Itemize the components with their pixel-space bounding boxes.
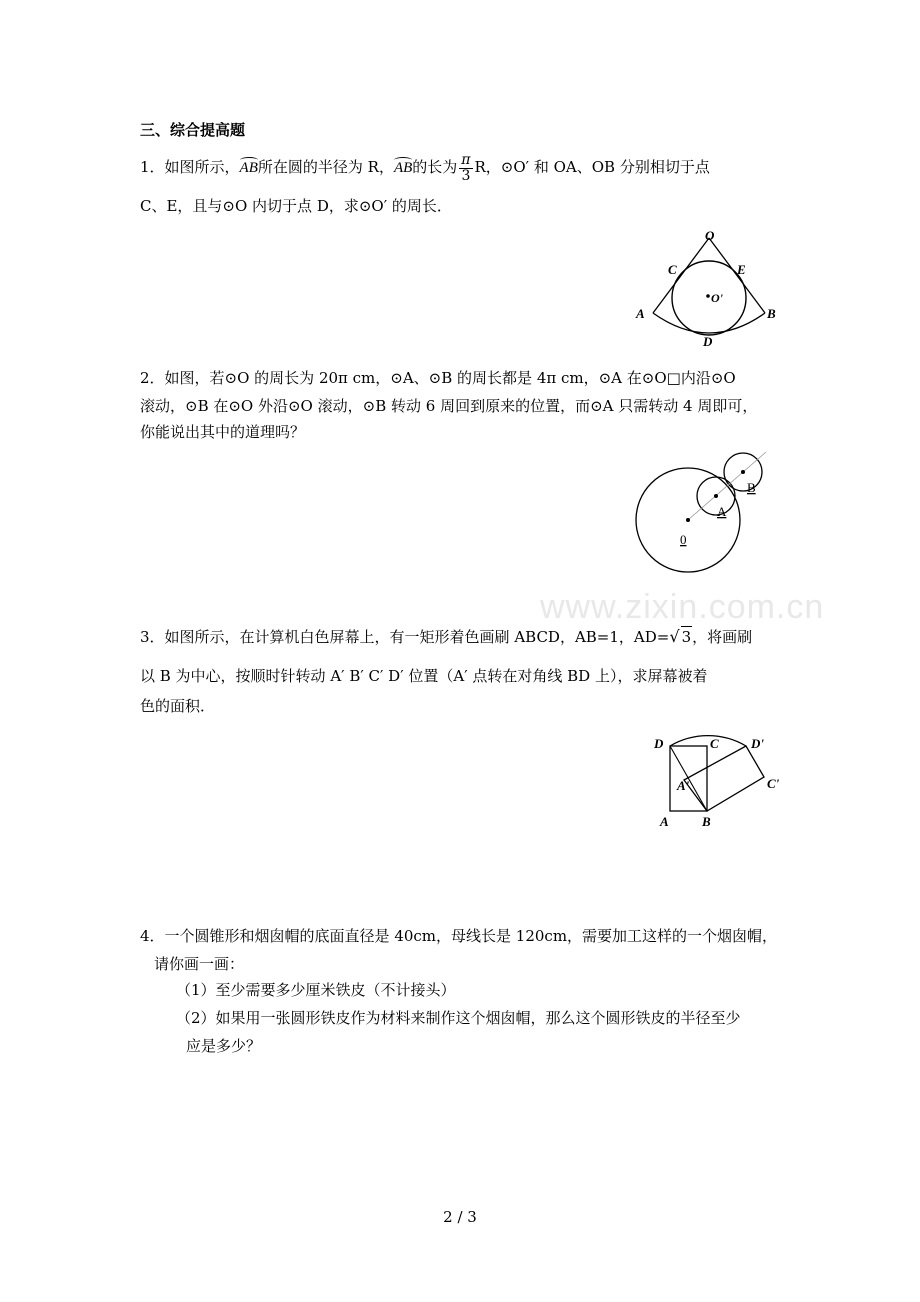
label-oprime: O' <box>711 291 723 305</box>
problem-1-text-1: 所在圆的半径为 R， <box>257 158 394 176</box>
label-a-3: A <box>660 814 669 829</box>
problem-4-line-2: 请你画一画： <box>154 955 245 973</box>
arc-ab-2: AB <box>393 160 413 176</box>
label-b-2: B <box>747 480 756 495</box>
label-aprime: A' <box>677 778 690 793</box>
label-c: C <box>668 262 677 277</box>
watermark: www.zixin.com.cn <box>540 588 825 626</box>
fraction-denominator: 3 <box>461 167 471 184</box>
label-b: B <box>767 306 776 321</box>
label-c-3: C <box>710 736 719 751</box>
problem-2-line-1: 2．如图，若⊙O 的周长为 20π cm，⊙A、⊙B 的周长都是 4π cm，⊙A 在⊙O□内沿⊙O <box>140 369 736 387</box>
problem-4-sub-1: （1）至少需要多少厘米铁皮（不计接头） <box>176 981 456 999</box>
problem-3-line-1 <box>140 626 752 647</box>
problem-1-line-1 <box>140 152 710 184</box>
problem-2-line-3: 你能说出其中的道理吗？ <box>140 423 306 441</box>
center-b-dot <box>741 470 745 474</box>
sqrt-value: 3 <box>681 628 692 646</box>
page-number: 2 / 3 <box>443 1208 477 1226</box>
fraction-pi-over-3 <box>459 153 472 184</box>
problem-1-text-3: R，⊙O′ 和 OA、OB 分别相切于点 <box>474 158 710 176</box>
center-o-dot <box>686 518 690 522</box>
problem-1-number: 1．如图所示， <box>140 158 240 176</box>
section-title: 三、综合提高题 <box>140 121 246 139</box>
center-a-dot <box>714 494 718 498</box>
sweep-arc <box>670 736 746 746</box>
figure-2 <box>628 440 778 600</box>
label-cprime: C' <box>767 776 780 791</box>
label-o-2: 0 <box>680 532 687 547</box>
line-oa <box>653 238 709 313</box>
label-a-2: A <box>717 504 727 519</box>
problem-4-sub-2a: （2）如果用一张圆形铁皮作为材料来制作这个烟囱帽，那么这个圆形铁皮的半径至少 <box>176 1009 741 1027</box>
label-d-3: D <box>654 736 664 751</box>
problem-2-line-2: 滚动，⊙B 在⊙O 外沿⊙O 滚动，⊙B 转动 6 周回到原来的位置，而⊙A 只需转动 4 周即可， <box>140 397 758 415</box>
circle-oprime <box>672 261 746 335</box>
problem-3-line-2: 以 B 为中心，按顺时针转动 A′ B′ C′ D′ 位置（A′ 点转在对角线 BD 上），求屏幕被着 <box>140 667 708 685</box>
label-a: A <box>636 306 645 321</box>
arc-ab <box>653 313 765 333</box>
figure-1 <box>620 220 790 350</box>
problem-4-line-1: 4．一个圆锥形和烟囱帽的底面直径是 40cm，母线长是 120cm，需要加工这样的一个烟囱帽， <box>140 927 778 945</box>
center-oprime-dot <box>706 294 710 298</box>
problem-1-text-2: 的长为 <box>412 158 458 176</box>
label-d: D <box>703 334 713 349</box>
fraction-numerator: π <box>461 151 471 168</box>
rect-aprime-bprime-cprime-dprime <box>684 746 764 811</box>
problem-3-line-3: 色的面积． <box>140 697 216 715</box>
problem-1-line-2: C、E，且与⊙O 内切于点 D，求⊙O′ 的周长． <box>140 197 452 215</box>
label-dprime: D' <box>751 736 764 751</box>
arc-ab-1: AB <box>239 160 258 176</box>
label-e: E <box>737 262 746 277</box>
figure-3 <box>650 720 800 832</box>
problem-4-sub-2b: 应是多少？ <box>186 1037 262 1055</box>
label-o: O <box>705 228 715 243</box>
problem-3-text-2: ，将画刷 <box>692 628 753 646</box>
sqrt-symbol: √ <box>669 627 680 646</box>
problem-3-text-1: 3．如图所示，在计算机白色屏幕上，有一矩形着色画刷 ABCD，AB=1，AD= <box>140 628 670 646</box>
label-b-3: B <box>702 814 711 829</box>
